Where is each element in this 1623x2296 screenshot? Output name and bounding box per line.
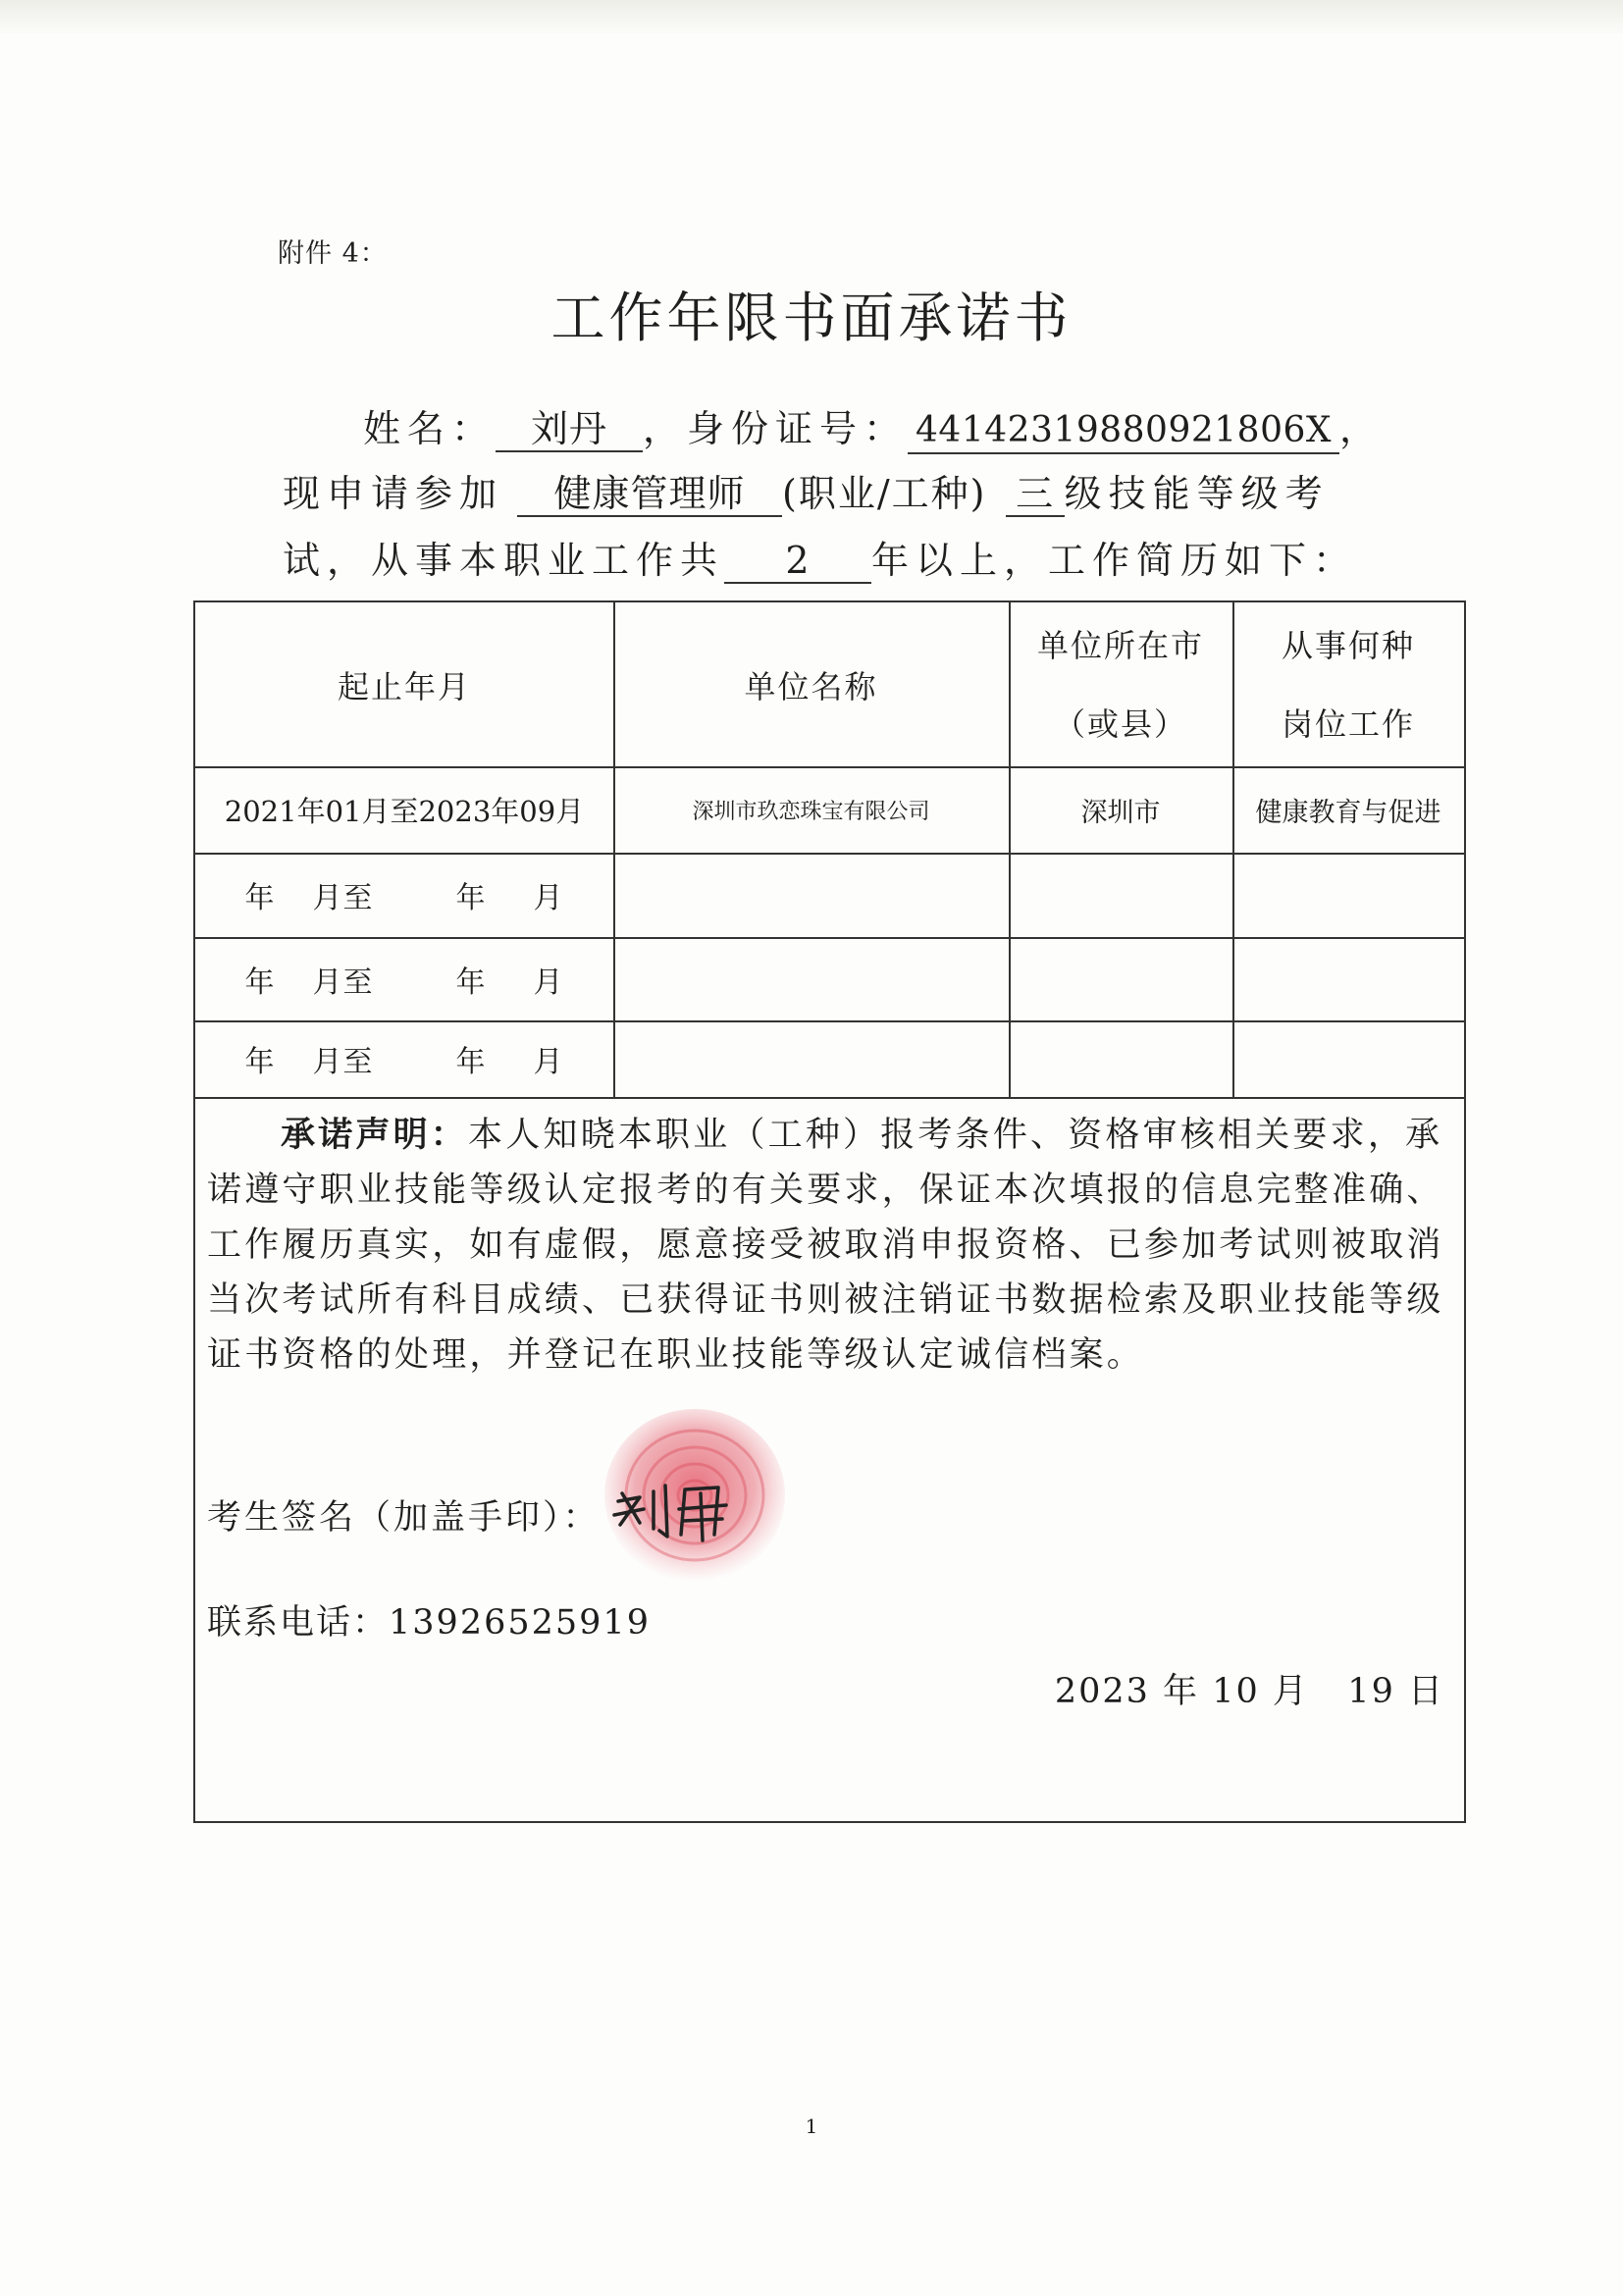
date-year: 2023 (1054, 1672, 1150, 1711)
row-4-month-to-label: 月至 (312, 1045, 374, 1079)
row-2-month-to-label: 月至 (312, 881, 374, 915)
declaration-title: 承诺声明： (281, 1115, 469, 1155)
signed-date (1055, 1664, 1444, 1713)
header-company: 单位名称 (744, 667, 878, 705)
date-year-unit: 年 (1163, 1672, 1200, 1711)
declaration (207, 1108, 1453, 1383)
applicant-line-2 (283, 463, 1330, 517)
name-label: 姓名： (363, 407, 497, 450)
level-value: 三 (1006, 472, 1065, 517)
row-4-month-label: 月 (533, 1045, 564, 1079)
signature-line (207, 1490, 601, 1539)
header-city-line2: （或县） (1053, 704, 1187, 743)
scan-top-band (0, 0, 1623, 33)
line3-prefix: 试，从事本职业工作共 (283, 539, 725, 582)
row-3-year-label: 年 (244, 965, 276, 1000)
row-4-year2-label: 年 (455, 1045, 487, 1079)
contact-line (207, 1595, 651, 1644)
header-period: 起止年月 (337, 667, 471, 705)
id-label: ，身份证号： (643, 407, 909, 450)
id-number-value: 44142319880921806X (908, 409, 1339, 454)
header-city-line1: 单位所在市 (1036, 626, 1204, 664)
level-suffix: 级技能等级考 (1064, 472, 1330, 515)
page-number: 1 (805, 2114, 818, 2138)
handwritten-signature (610, 1480, 758, 1548)
row-1-city: 深圳市 (1080, 797, 1161, 828)
occupation-value: 健康管理师 (517, 472, 782, 517)
row-3-month-label: 月 (533, 965, 564, 1000)
date-month: 10 (1212, 1672, 1260, 1711)
work-history-table (193, 600, 1466, 1823)
id-end: ， (1339, 407, 1385, 450)
phone-value: 13926525919 (389, 1603, 651, 1643)
row-4-period (195, 1020, 613, 1097)
header-position-line1: 从事何种 (1281, 626, 1415, 664)
applicant-line-3 (283, 530, 1357, 584)
occupation-suffix: (职业/工种) (782, 472, 987, 515)
row-3-year2-label: 年 (455, 965, 487, 1000)
date-month-unit: 月 (1272, 1672, 1309, 1711)
row-1-company: 深圳市玖恋珠宝有限公司 (692, 799, 930, 824)
attachment-label: 附件 4： (278, 238, 388, 269)
row-1-period: 2021年01月至2023年09月 (224, 794, 585, 828)
declaration-text: 本人知晓本职业（工种）报考条件、资格审核相关要求，承诺遵守职业技能等级认定报考的有关要求，保证本次填报的信息完整准确、工作履历真实，如有虚假，愿意接受被取消申报资格、已参加考试则被取消当次考试所有科目成绩、已获得证书则被注销证书数据检索及职业技能等级证书资格的处理，并登记在职业技能等级认定诚信档案。 (207, 1116, 1444, 1375)
signature-label: 考生签名（加盖手印）： (207, 1498, 601, 1538)
row-2-year2-label: 年 (455, 881, 487, 915)
applicant-line-1 (363, 398, 1384, 454)
document-title: 工作年限书面承诺书 (550, 287, 1073, 349)
line3-suffix: 年以上，工作简历如下： (871, 539, 1358, 582)
row-1-position: 健康教育与促进 (1255, 797, 1441, 828)
row-3-period (195, 937, 613, 1020)
date-day: 19 (1347, 1672, 1395, 1711)
date-day-unit: 日 (1407, 1672, 1444, 1711)
name-value: 刘丹 (496, 407, 643, 452)
apply-prefix: 现申请参加 (283, 472, 504, 515)
row-3-month-to-label: 月至 (312, 965, 374, 1000)
row-2-month-label: 月 (533, 881, 564, 915)
header-city (1009, 602, 1232, 766)
phone-label: 联系电话： (207, 1603, 390, 1643)
row-2-period (195, 853, 613, 937)
row-4-year-label: 年 (244, 1045, 276, 1079)
header-position-line2: 岗位工作 (1281, 704, 1415, 743)
row-2-year-label: 年 (244, 881, 276, 915)
header-position (1232, 602, 1464, 766)
years-value: 2 (724, 539, 871, 584)
